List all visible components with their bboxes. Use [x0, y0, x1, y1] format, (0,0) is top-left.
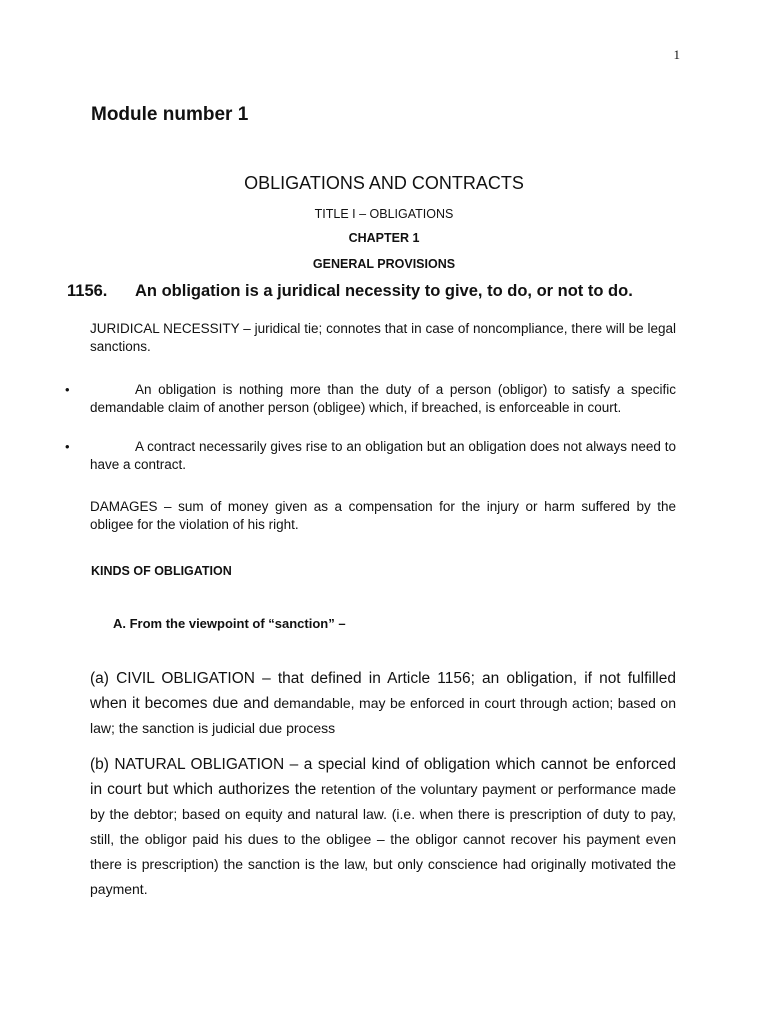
kinds-of-obligation-heading: KINDS OF OBLIGATION — [91, 564, 232, 578]
article-text: An obligation is a juridical necessity to give, to do, or not to do. — [135, 282, 633, 300]
article-heading — [67, 282, 707, 301]
module-title: Module number 1 — [91, 104, 249, 125]
section-heading: GENERAL PROVISIONS — [312, 257, 456, 271]
civil-obligation-lead: (a) CIVIL OBLIGATION – that defined in Article 1156; an obligation, if not fulfilled when it becomes due and — [90, 670, 676, 712]
bullet-item: An obligation is nothing more than the duty of a person (obligor) to satisfy a specific demandable claim of another person (obligee) which, if breached, is enforceable in court. — [90, 382, 676, 415]
chapter-heading: CHAPTER 1 — [348, 231, 420, 245]
document-title: OBLIGATIONS AND CONTRACTS — [244, 173, 524, 193]
bullet-marker: • — [65, 439, 70, 454]
civil-obligation-rest: demandable, may be enforced in court through action; based on law; the sanction is judicial due process — [90, 695, 676, 736]
juridical-necessity-definition: JURIDICAL NECESSITY – juridical tie; connotes that in case of noncompliance, there will be legal sanctions. — [90, 321, 676, 354]
natural-obligation-rest: retention of the voluntary payment or performance made by the debtor; based on equity and natural law. (i.e. when there is prescription of duty to pay, still, the obligor paid his dues to the obligee – the obligor cannot recover his payment even there is prescription) the sanction is the law, but only conscience had originally motivated the payment. — [90, 781, 676, 897]
civil-obligation-paragraph — [90, 666, 676, 741]
title-heading: TITLE I – OBLIGATIONS — [314, 207, 454, 221]
damages-definition: DAMAGES – sum of money given as a compensation for the injury or harm suffered by the obligee for the violation of his right. — [90, 499, 676, 532]
bullet-marker: • — [65, 382, 70, 397]
natural-obligation-paragraph — [90, 752, 676, 902]
sanction-viewpoint-heading: A. From the viewpoint of “sanction” – — [113, 616, 346, 631]
page-number: 1 — [673, 47, 680, 62]
bullet-item: A contract necessarily gives rise to an obligation but an obligation does not always need to have a contract. — [90, 439, 676, 472]
natural-obligation-lead: (b) NATURAL OBLIGATION – a special kind of obligation which cannot be enforced in court but which authorizes the — [90, 756, 676, 798]
article-number: 1156. — [67, 282, 108, 300]
